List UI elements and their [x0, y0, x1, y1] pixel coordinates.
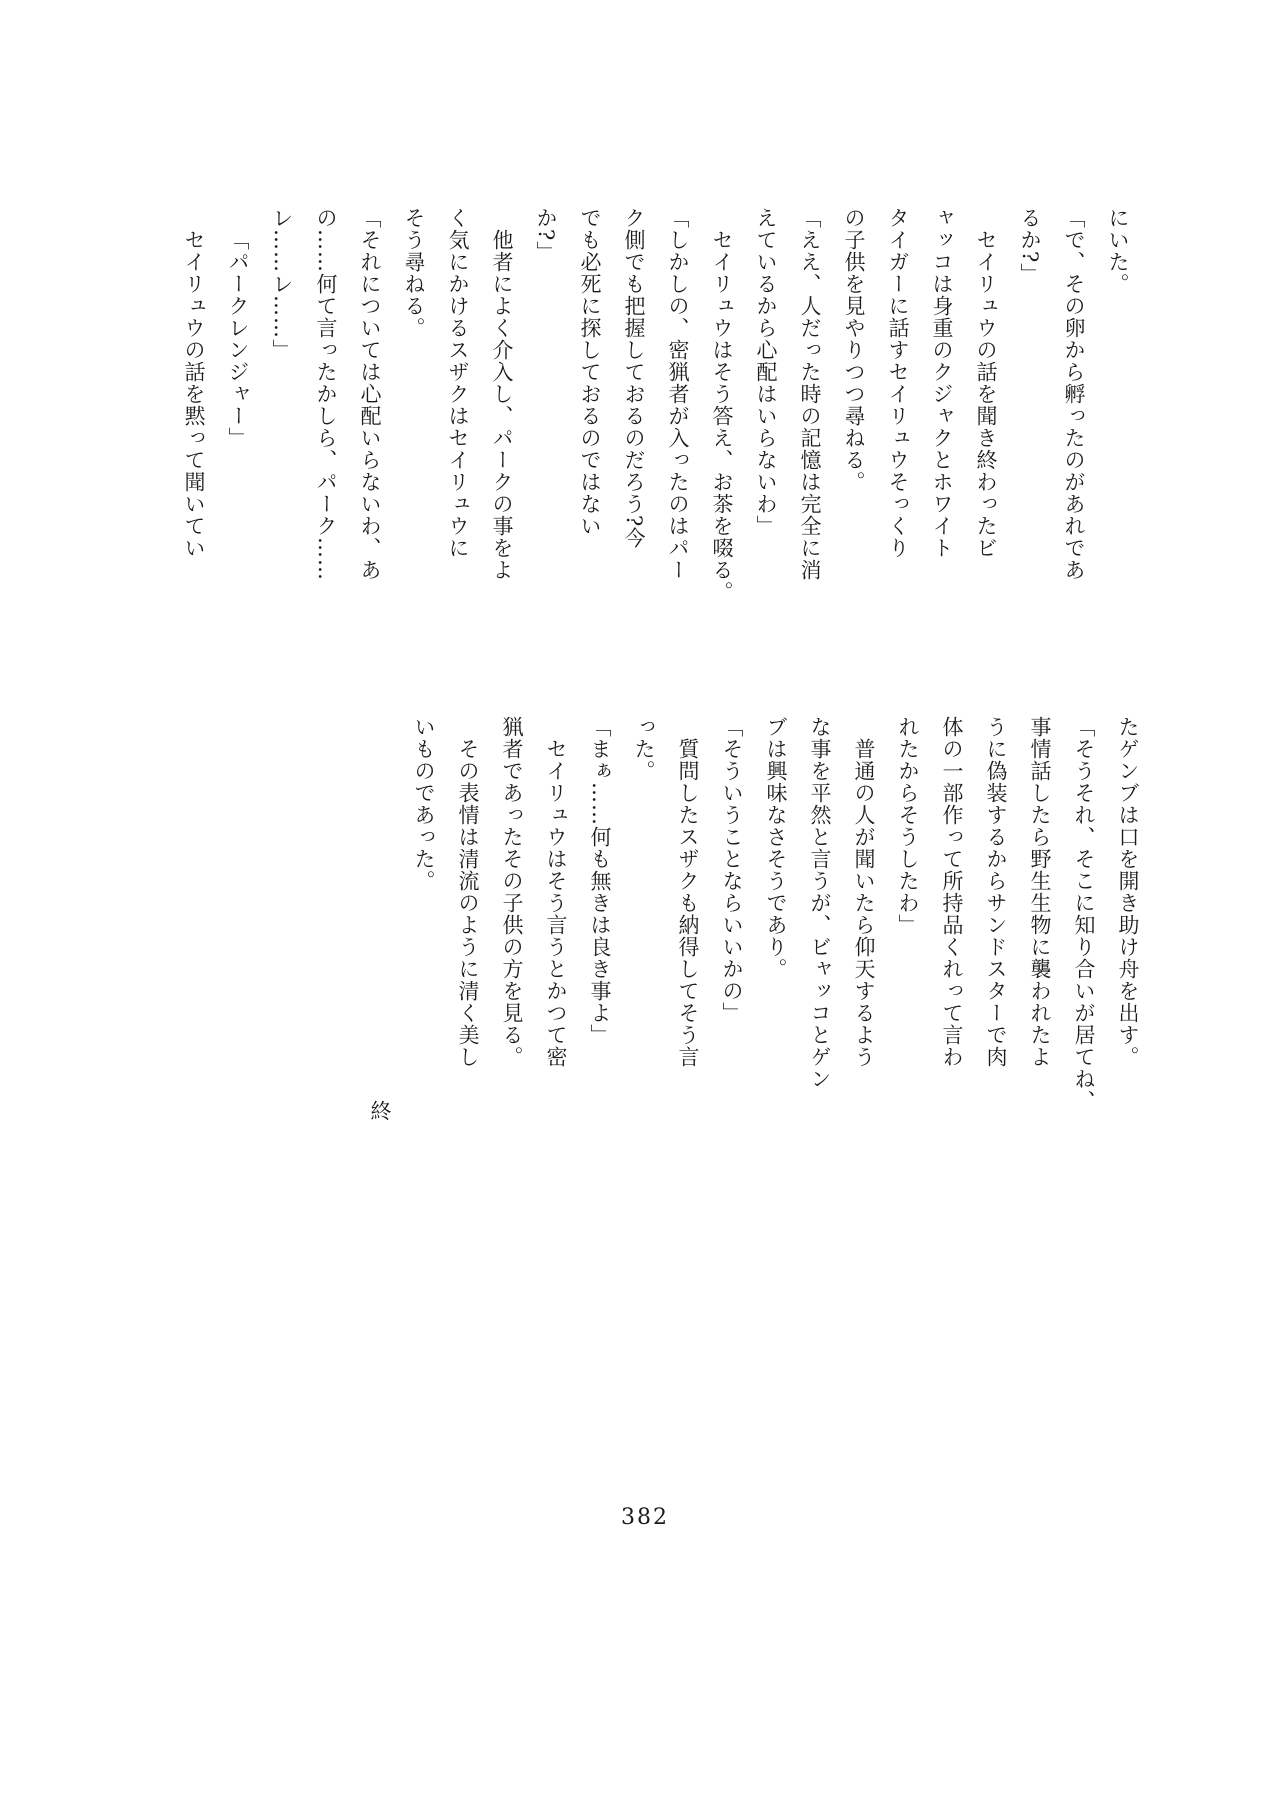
text-column: 「しかしの、密猟者が入ったのはパー	[666, 207, 690, 581]
text-column: ブは興味なさそうであり。	[764, 716, 788, 980]
end-mark: 終	[368, 1100, 392, 1122]
text-column: 他者によく介入し、パークの事をよ	[490, 229, 514, 581]
text-column: レ……レ……」	[270, 207, 294, 361]
text-column: った。	[632, 716, 656, 782]
text-column: セイリュウはそう言うとかつて密	[544, 738, 568, 1068]
text-column: 質問したスザクも納得してそう言	[676, 738, 700, 1068]
text-column: セイリュウの話を黙って聞いてい	[182, 229, 206, 559]
text-column: れたからそうしたわ」	[896, 716, 920, 936]
text-column: タイガーに話すセイリュウそっくり	[886, 207, 910, 559]
text-column: たゲンブは口を開き助け舟を出す。	[1116, 716, 1140, 1068]
text-column: 「で、その卵から孵ったのがあれであ	[1062, 207, 1086, 581]
text-column: 体の一部作って所持品くれって言わ	[940, 716, 964, 1068]
text-column: セイリュウの話を聞き終わったビ	[974, 229, 998, 559]
text-column: るか?」	[1018, 207, 1042, 286]
text-column: そう尋ねる。	[402, 207, 426, 339]
text-column: 「そうそれ、そこに知り合いが居てね、	[1072, 716, 1096, 1112]
page-number: 382	[621, 1505, 669, 1530]
text-column: いものであった。	[412, 716, 436, 892]
text-column: 「パークレンジャー」	[226, 229, 250, 449]
text-column: 事情話したら野生生物に襲われたよ	[1028, 716, 1052, 1068]
text-column: セイリュウはそう答え、お茶を啜る。	[710, 229, 734, 603]
text-column: 「ええ、人だった時の記憶は完全に消	[798, 207, 822, 581]
text-column: 猟者であったその子供の方を見る。	[500, 716, 524, 1068]
text-column: 普通の人が聞いたら仰天するよう	[852, 738, 876, 1068]
text-column: えているから心配はいらないわ」	[754, 207, 778, 537]
text-column: 「そういうことならいいかの」	[720, 716, 744, 1024]
text-column: 「それについては心配いらないわ、あ	[358, 207, 382, 581]
text-column: でも必死に探しておるのではない	[578, 207, 602, 537]
text-column: にいた。	[1106, 207, 1130, 295]
text-column: の子供を見やりつつ尋ねる。	[842, 207, 866, 493]
text-column: 「まぁ……何も無きは良き事よ」	[588, 716, 612, 1046]
upper-text-block	[172, 207, 1140, 631]
text-column: ャッコは身重のクジャクとホワイト	[930, 207, 954, 559]
text-column: うに偽装するからサンドスターで肉	[984, 716, 1008, 1068]
text-column: く気にかけるスザクはセイリュウに	[446, 207, 470, 559]
text-column: の……何て言ったかしら、パーク……	[314, 207, 338, 581]
text-column: か?」	[534, 207, 558, 264]
text-column: ク側でも把握しておるのだろう?今	[622, 207, 646, 550]
text-column: な事を平然と言うが、ビャッコとゲン	[808, 716, 832, 1090]
text-column: その表情は清流のように清く美し	[456, 738, 480, 1068]
lower-text-block	[358, 716, 1150, 1148]
